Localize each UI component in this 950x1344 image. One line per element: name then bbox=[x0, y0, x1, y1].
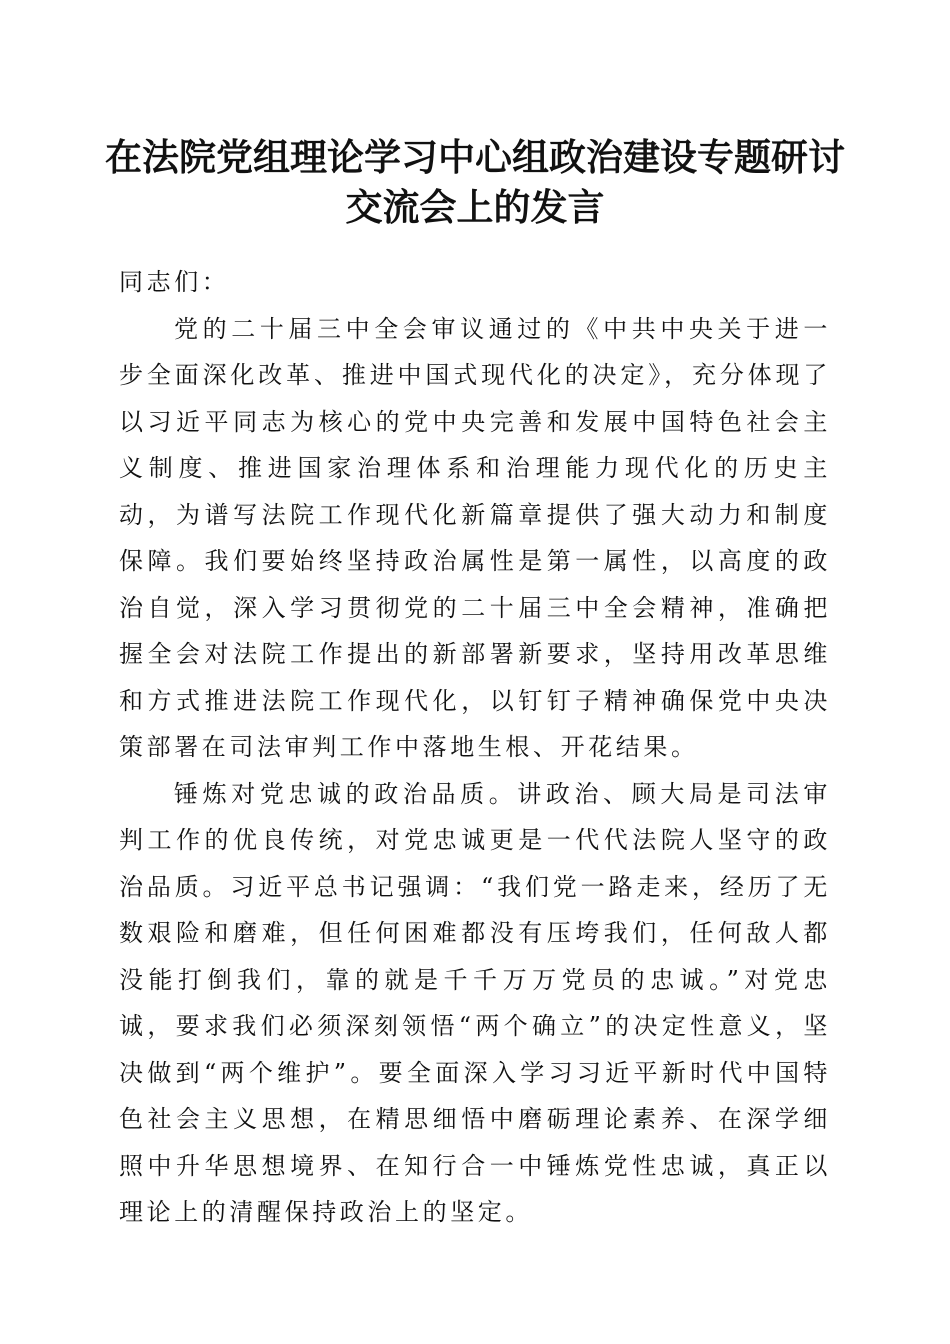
document-body bbox=[119, 259, 831, 1236]
paragraph-intro: 党的二十届三中全会审议通过的《中共中央关于进一步全面深化改革、推进中国式现代化的决定》，充分体现了以习近平同志为核心的党中央完善和发展中国特色社会主义制度、推进国家治理体系和治理能力现代化的历史主动，为谱写法院工作现代化新篇章提供了强大动力和制度保障。我们要始终坚持政治属性是第一属性，以高度的政治自觉，深入学习贯彻党的二十届三中全会精神，准确把握全会对法院工作提出的新部署新要求，坚持用改革思维和方式推进法院工作现代化，以钉钉子精神确保党中央决策部署在司法审判工作中落地生根、开花结果。 bbox=[119, 314, 831, 761]
salutation: 同志们： bbox=[119, 268, 230, 296]
title-line-2: 交流会上的发言 bbox=[345, 185, 605, 229]
document-title bbox=[100, 132, 850, 232]
title-line-1: 在法院党组理论学习中心组政治建设专题研讨 bbox=[105, 135, 845, 179]
paragraph-loyalty: 锤炼对党忠诚的政治品质。讲政治、顾大局是司法审判工作的优良传统，对党忠诚更是一代代法院人坚守的政治品质。习近平总书记强调：“我们党一路走来，经历了无数艰险和磨难，但任何困难都没有压垮我们，任何敌人都没能打倒我们，靠的就是千千万万党员的忠诚。”对党忠诚，要求我们必须深刻领悟“两个确立”的决定性意义，坚决做到“两个维护”。要全面深入学习习近平新时代中国特色社会主义思想，在精思细悟中磨砺理论素养、在深学细照中升华思想境界、在知行合一中锤炼党性忠诚，真正以理论上的清醒保持政治上的坚定。 bbox=[119, 779, 831, 1226]
